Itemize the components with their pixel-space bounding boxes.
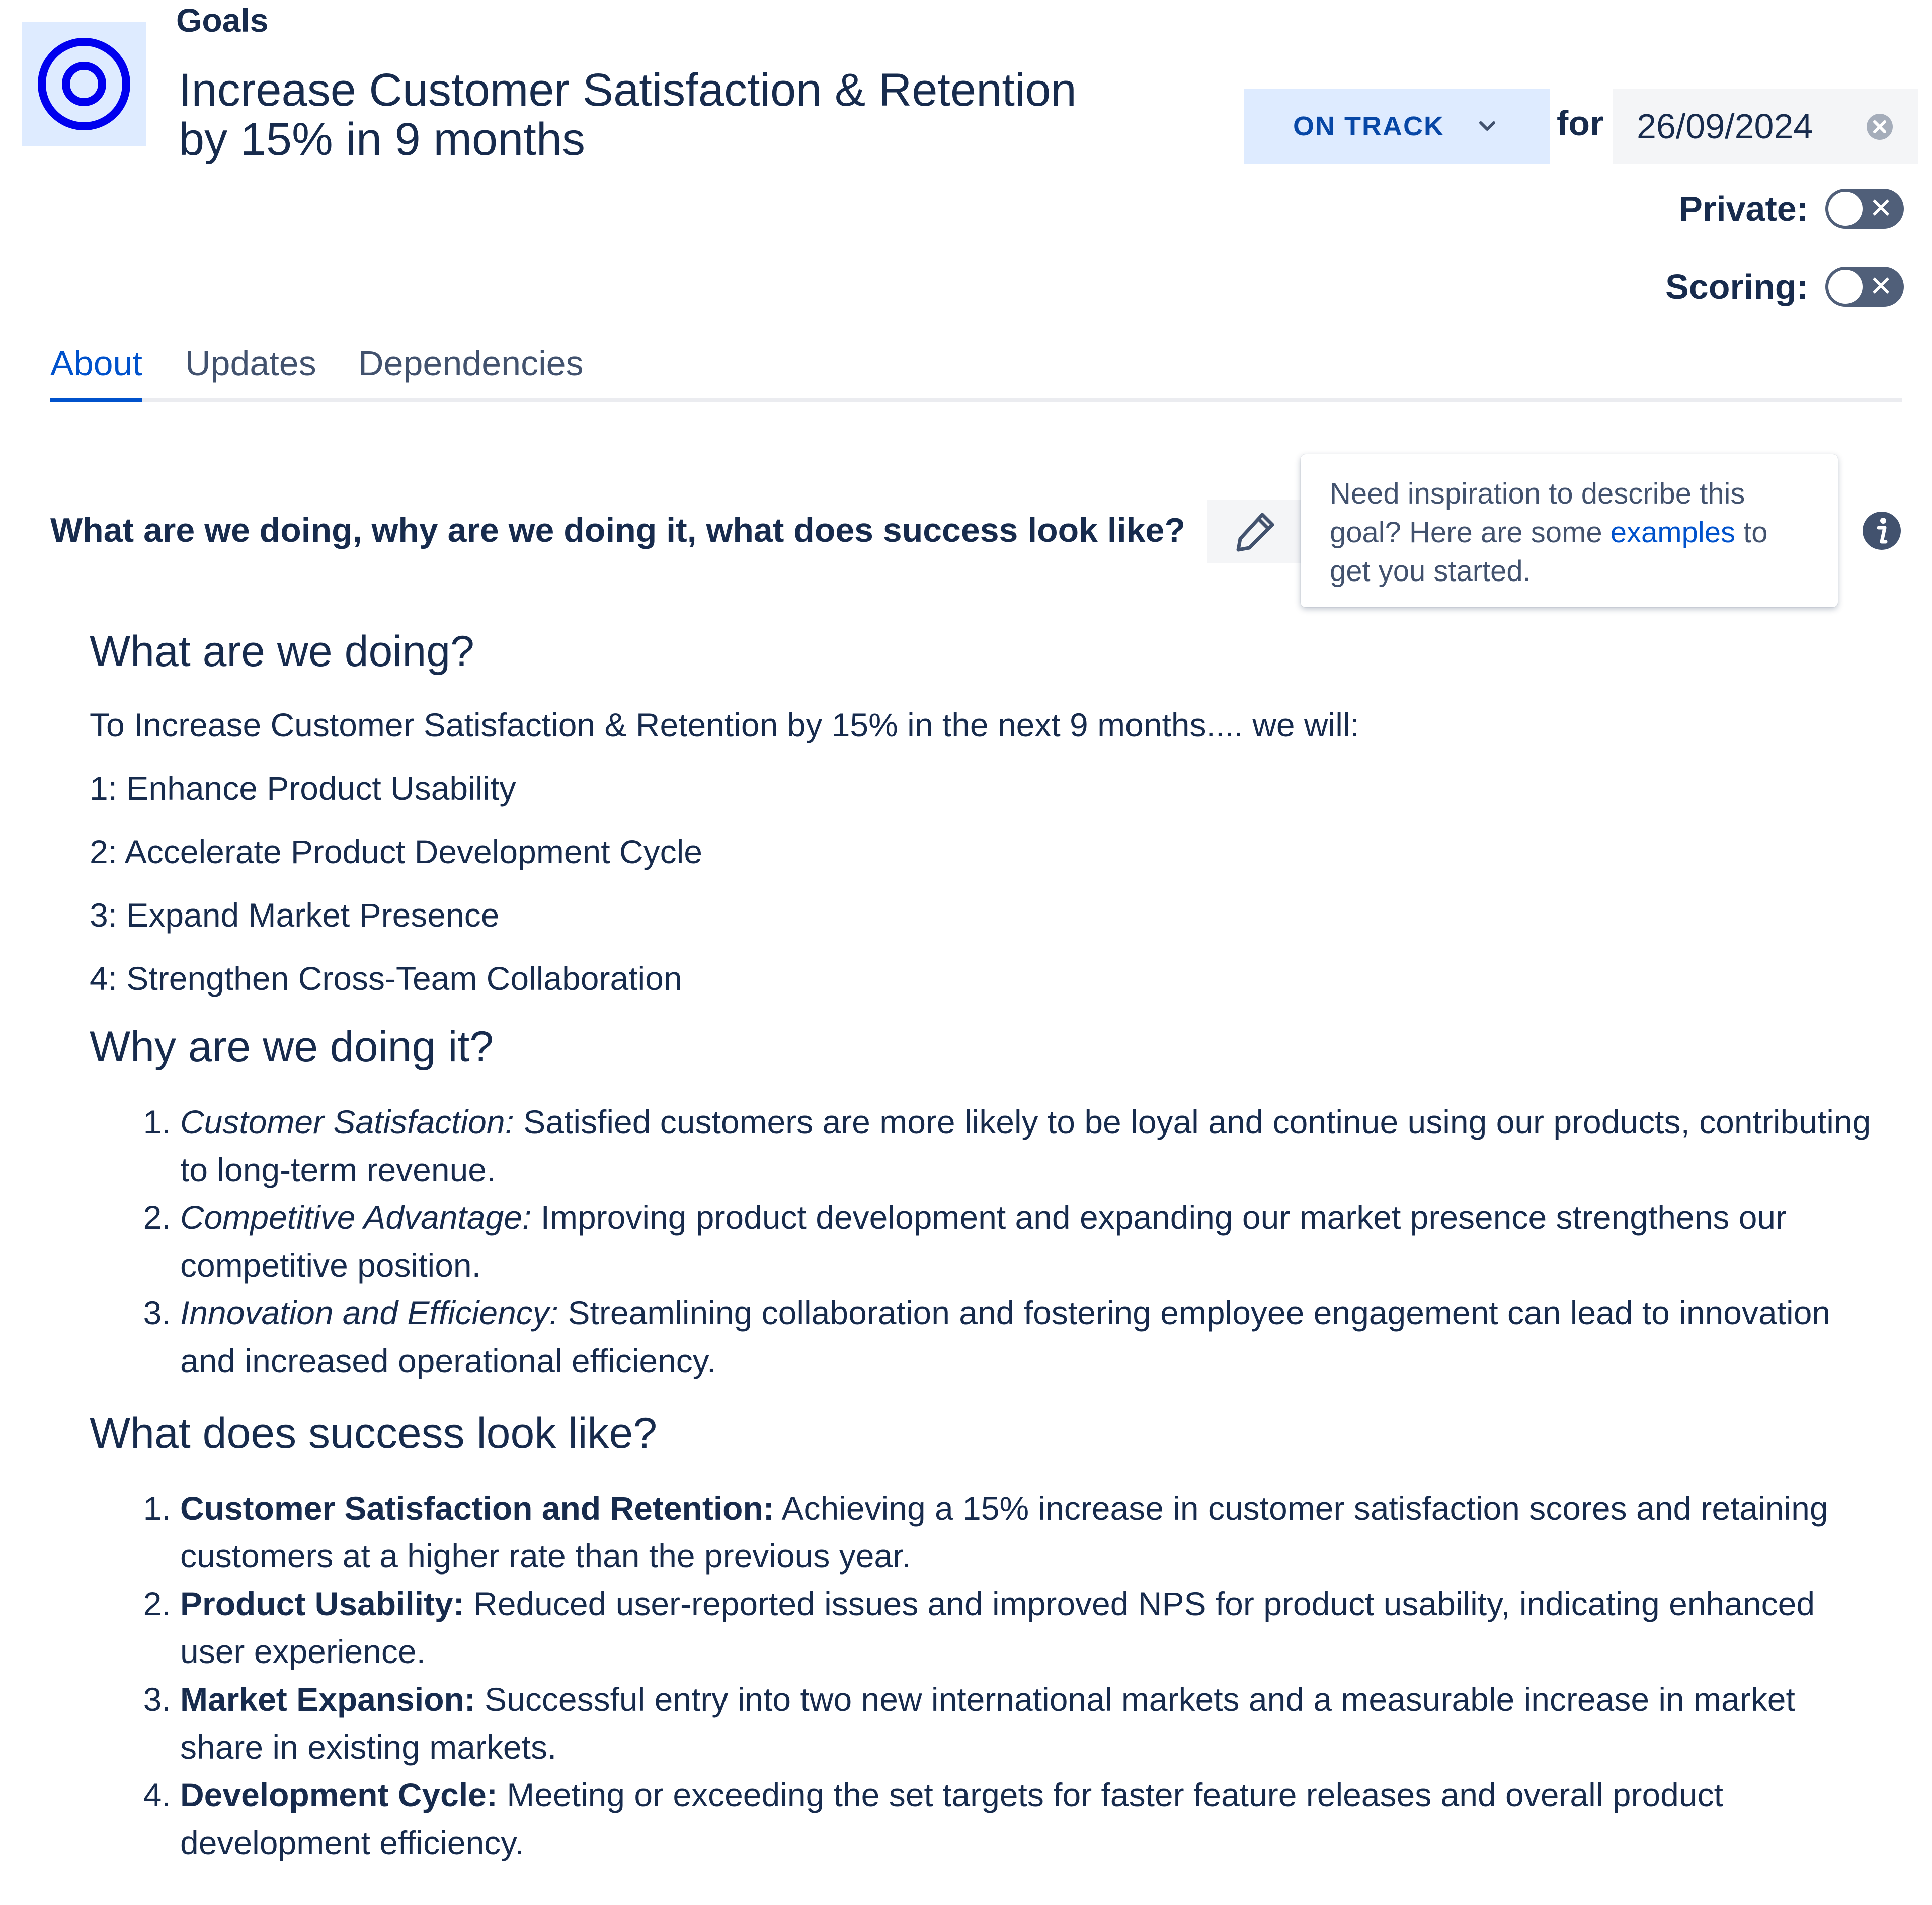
private-toggle-row xyxy=(1679,189,1904,229)
doing-intro: To Increase Customer Satisfaction & Retention by 15% in the next 9 months.... we will: xyxy=(90,706,1359,743)
private-label: Private: xyxy=(1679,189,1808,228)
why-item: 3. Innovation and Efficiency: Streamlining collaboration and fostering employee engagement can lead to innovation and increased operational efficiency. xyxy=(180,1289,1881,1385)
private-toggle[interactable] xyxy=(1825,189,1904,229)
tab-dependencies[interactable]: Dependencies xyxy=(358,344,584,383)
toggle-knob xyxy=(1828,270,1863,304)
success-item: 1. Customer Satisfaction and Retention: Achieving a 15% increase in customer satisfaction scores and retaining customers at a higher rate than the previous year. xyxy=(180,1484,1881,1580)
breadcrumb[interactable]: Goals xyxy=(176,2,269,39)
examples-link[interactable]: examples xyxy=(1610,516,1735,549)
tab-about[interactable]: About xyxy=(50,343,142,402)
for-label: for xyxy=(1557,104,1604,143)
title-line-1: Increase Customer Satisfaction & Retention xyxy=(179,64,1077,116)
goal-description xyxy=(90,626,1881,1867)
why-item: 1. Customer Satisfaction: Satisfied customers are more likely to be loyal and continue using our products, contributing to long-term revenue. xyxy=(180,1098,1881,1194)
target-icon xyxy=(34,34,134,134)
why-heading: Why are we doing it? xyxy=(90,1023,494,1071)
status-dropdown[interactable] xyxy=(1244,89,1550,164)
scoring-label: Scoring: xyxy=(1665,267,1808,306)
why-item: 2. Competitive Advantage: Improving product development and expanding our market presence strengthens our competitive position. xyxy=(180,1194,1881,1289)
goal-target-icon xyxy=(22,22,146,146)
page-title[interactable] xyxy=(179,65,1235,164)
doing-item: 1: Enhance Product Usability xyxy=(90,770,516,807)
toggle-off-icon: ✕ xyxy=(1869,192,1893,225)
success-item: 2. Product Usability: Reduced user-reported issues and improved NPS for product usability, indicating enhanced user experience. xyxy=(180,1580,1881,1676)
target-date-value: 26/09/2024 xyxy=(1637,107,1813,146)
title-line-2: by 15% in 9 months xyxy=(179,114,586,165)
tab-bar xyxy=(50,338,1902,402)
success-item: 4. Development Cycle: Meeting or exceeding the set targets for faster feature releases and overall product development efficiency. xyxy=(180,1771,1881,1867)
scoring-toggle[interactable] xyxy=(1825,267,1904,307)
chevron-down-icon xyxy=(1476,115,1499,138)
success-heading: What does success look like? xyxy=(90,1409,658,1457)
toggle-knob xyxy=(1828,192,1863,226)
target-date-field[interactable] xyxy=(1613,89,1918,164)
clear-date-icon[interactable] xyxy=(1866,113,1894,141)
doing-heading: What are we doing? xyxy=(90,627,474,676)
inspiration-tooltip xyxy=(1301,454,1838,607)
info-icon[interactable] xyxy=(1862,511,1902,551)
doing-item: 2: Accelerate Product Development Cycle xyxy=(90,833,702,870)
tab-updates[interactable]: Updates xyxy=(185,344,316,383)
success-item: 3. Market Expansion: Successful entry into two new international markets and a measurable increase in market share in existing markets. xyxy=(180,1676,1881,1771)
scoring-toggle-row xyxy=(1665,267,1904,307)
doing-item: 4: Strengthen Cross-Team Collaboration xyxy=(90,960,682,997)
success-list xyxy=(90,1484,1881,1867)
edit-description-button[interactable] xyxy=(1208,500,1303,563)
toggle-off-icon: ✕ xyxy=(1869,270,1893,303)
about-question: What are we doing, why are we doing it, what does success look like? xyxy=(50,511,1185,549)
tooltip-text-post: to get you started. xyxy=(1330,516,1768,588)
status-label: ON TRACK xyxy=(1293,111,1444,141)
doing-item: 3: Expand Market Presence xyxy=(90,896,500,934)
why-list xyxy=(90,1098,1881,1385)
pencil-icon xyxy=(1232,509,1278,555)
tooltip-text-pre: Need inspiration to describe this goal? Here are some xyxy=(1330,477,1745,549)
